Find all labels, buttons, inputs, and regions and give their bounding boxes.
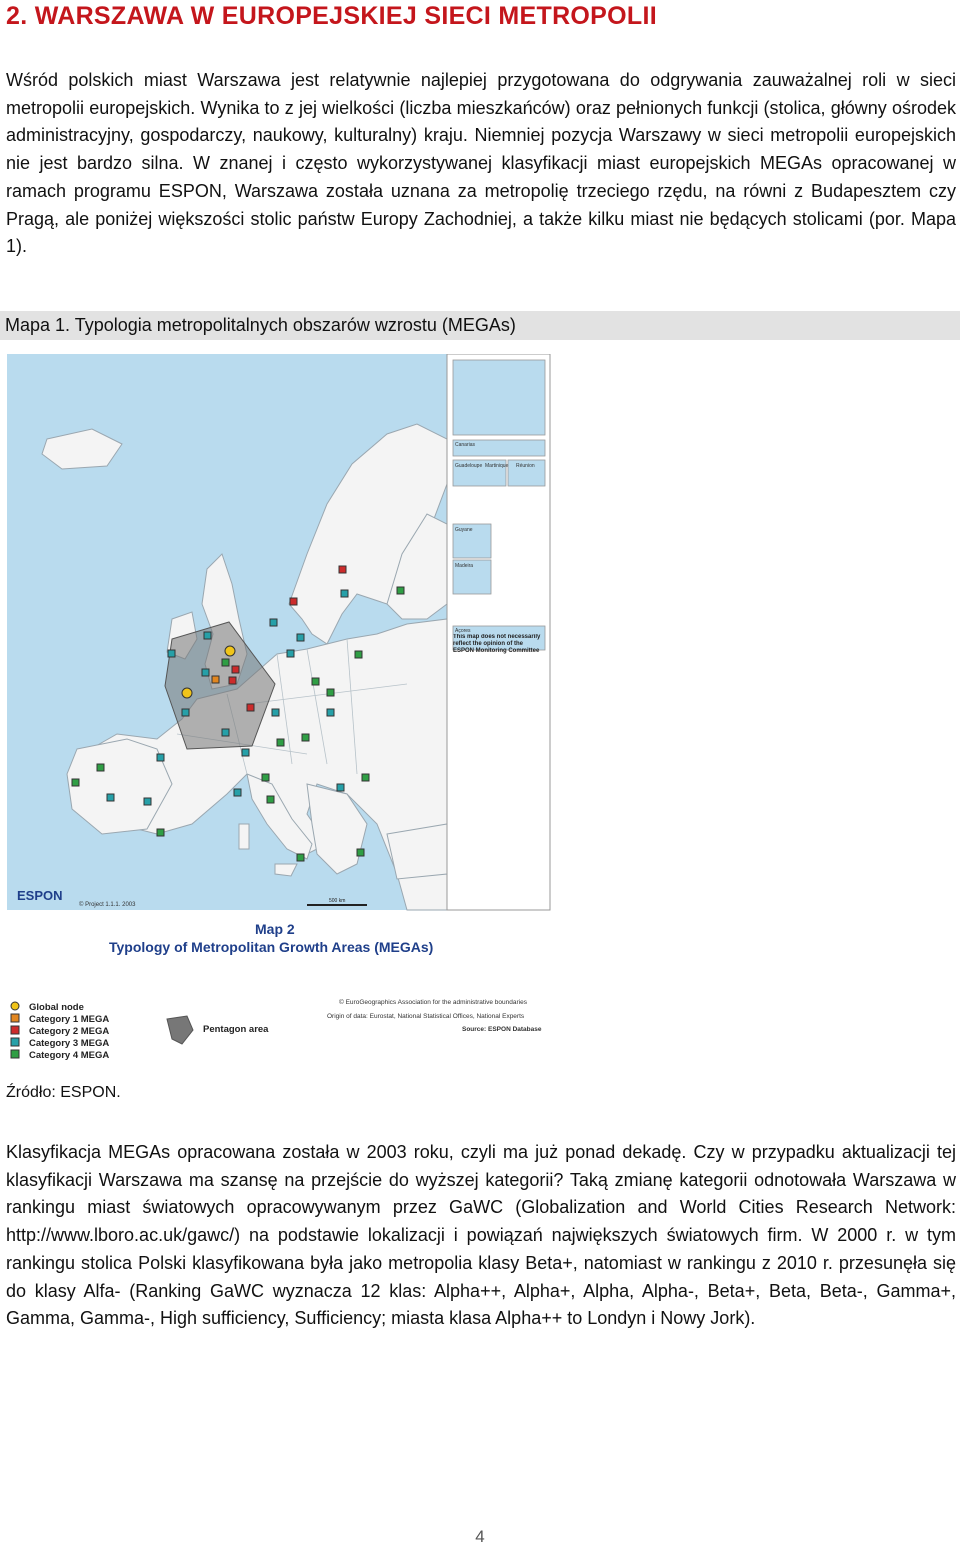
credits-line-1: © EuroGeographics Association for the administrative boundaries: [339, 999, 527, 1006]
legend-category-4: Category 4 MEGA: [29, 1050, 110, 1061]
map-disclaimer: This map does not necessarily reflect the opinion of the ESPON Monitoring Committee: [453, 634, 541, 654]
legend-pentagon-area: Pentagon area: [203, 1024, 269, 1035]
inset-label-acores: Açores: [455, 628, 471, 634]
project-label: © Project 1.1.1. 2003: [79, 902, 136, 908]
inset-label-martinique: Martinique: [485, 463, 509, 469]
legend-category-3: Category 3 MEGA: [29, 1038, 110, 1049]
inset-label-guadeloupe: Guadeloupe: [455, 463, 483, 469]
intro-paragraph: Wśród polskich miast Warszawa jest relatywnie najlepiej przygotowana do odgrywania zauważalnej roli w sieci metropolii europejskich. Wynika to z jej wielkości (liczba mieszkańców) oraz pełnionych funkcji (stolica, główny ośrodek administracyjny, gospodarczy, naukowy, kulturalny) kraju. Niemniej pozycja Warszawy w sieci metropolii europejskich nie jest bardzo silna. W znanej i często wykorzystywanej klasyfikacji miast europejskich MEGAs opracowanej w ramach programu ESPON, Warszawa została uznana za metropolię trzeciego rzędu, na równi z Budapesztem czy Pragą, ale poniżej większości stolic państw Europy Zachodniej, a także kilku miast nie będących stolicami (por. Mapa 1).: [6, 70, 956, 257]
map-legend: [11, 998, 542, 1061]
page-number: 4: [475, 1527, 485, 1546]
figure-source: Źródło: ESPON.: [6, 1084, 121, 1101]
map-title-line-2: Typology of Metropolitan Growth Areas (MEGAs): [109, 939, 434, 955]
figure-caption: Mapa 1. Typologia metropolitalnych obszarów wzrostu (MEGAs): [0, 311, 960, 340]
espon-logo: ESPON: [17, 888, 63, 903]
inset-label-madeira: Madeira: [455, 563, 474, 569]
pentagon-legend-icon: [167, 1016, 193, 1044]
scale-label: 500 km: [329, 898, 346, 904]
legend-category-1: Category 1 MEGA: [29, 1014, 110, 1025]
map-title-line-1: Map 2: [255, 921, 295, 937]
credits-line-3: Source: ESPON Database: [462, 1026, 542, 1033]
legend-category-2: Category 2 MEGA: [29, 1026, 110, 1037]
inset-label-canarias: Canarias: [455, 442, 476, 448]
legend-global-node: Global node: [29, 1002, 84, 1013]
credits-line-2: Origin of data: Eurostat, National Statistical Offices, National Experts: [327, 1013, 525, 1020]
second-paragraph: Klasyfikacja MEGAs opracowana została w 2003 roku, czyli ma już ponad dekadę. Czy w przypadku aktualizacji tej klasyfikacji Warszawa ma szansę na przejście do wyższej kategorii? Taką zmianę kategorii odnotowała Warszawa w rankingu miast światowych opracowywanym przez GaWC (Globalization and World Cities Research Network: http://www.lboro.ac.uk/gawc/) na podstawie lokalizacji i powiązań największych światowych firm. W 2000 r. w tym rankingu stolica Polski klasyfikowana była jako metropolia klasy Beta+, natomiast w rankingu z 2010 r. przesunęła się do klasy Alfa- (Ranking GaWC wyznacza 12 klas: Alpha++, Alpha+, Alpha, Alpha-, Beta+, Beta, Beta-, Gamma+, Gamma, Gamma-, High sufficiency, Sufficiency; miasta klasa Alpha++ to Londyn i Nowy Jork).: [6, 1142, 956, 1329]
inset-label-guyane: Guyane: [455, 527, 473, 533]
megas-map-figure: [7, 354, 551, 1062]
section-heading: 2. WARSZAWA W EUROPEJSKIEJ SIECI METROPOLII: [6, 2, 657, 30]
inset-label-reunion: Réunion: [516, 463, 535, 469]
